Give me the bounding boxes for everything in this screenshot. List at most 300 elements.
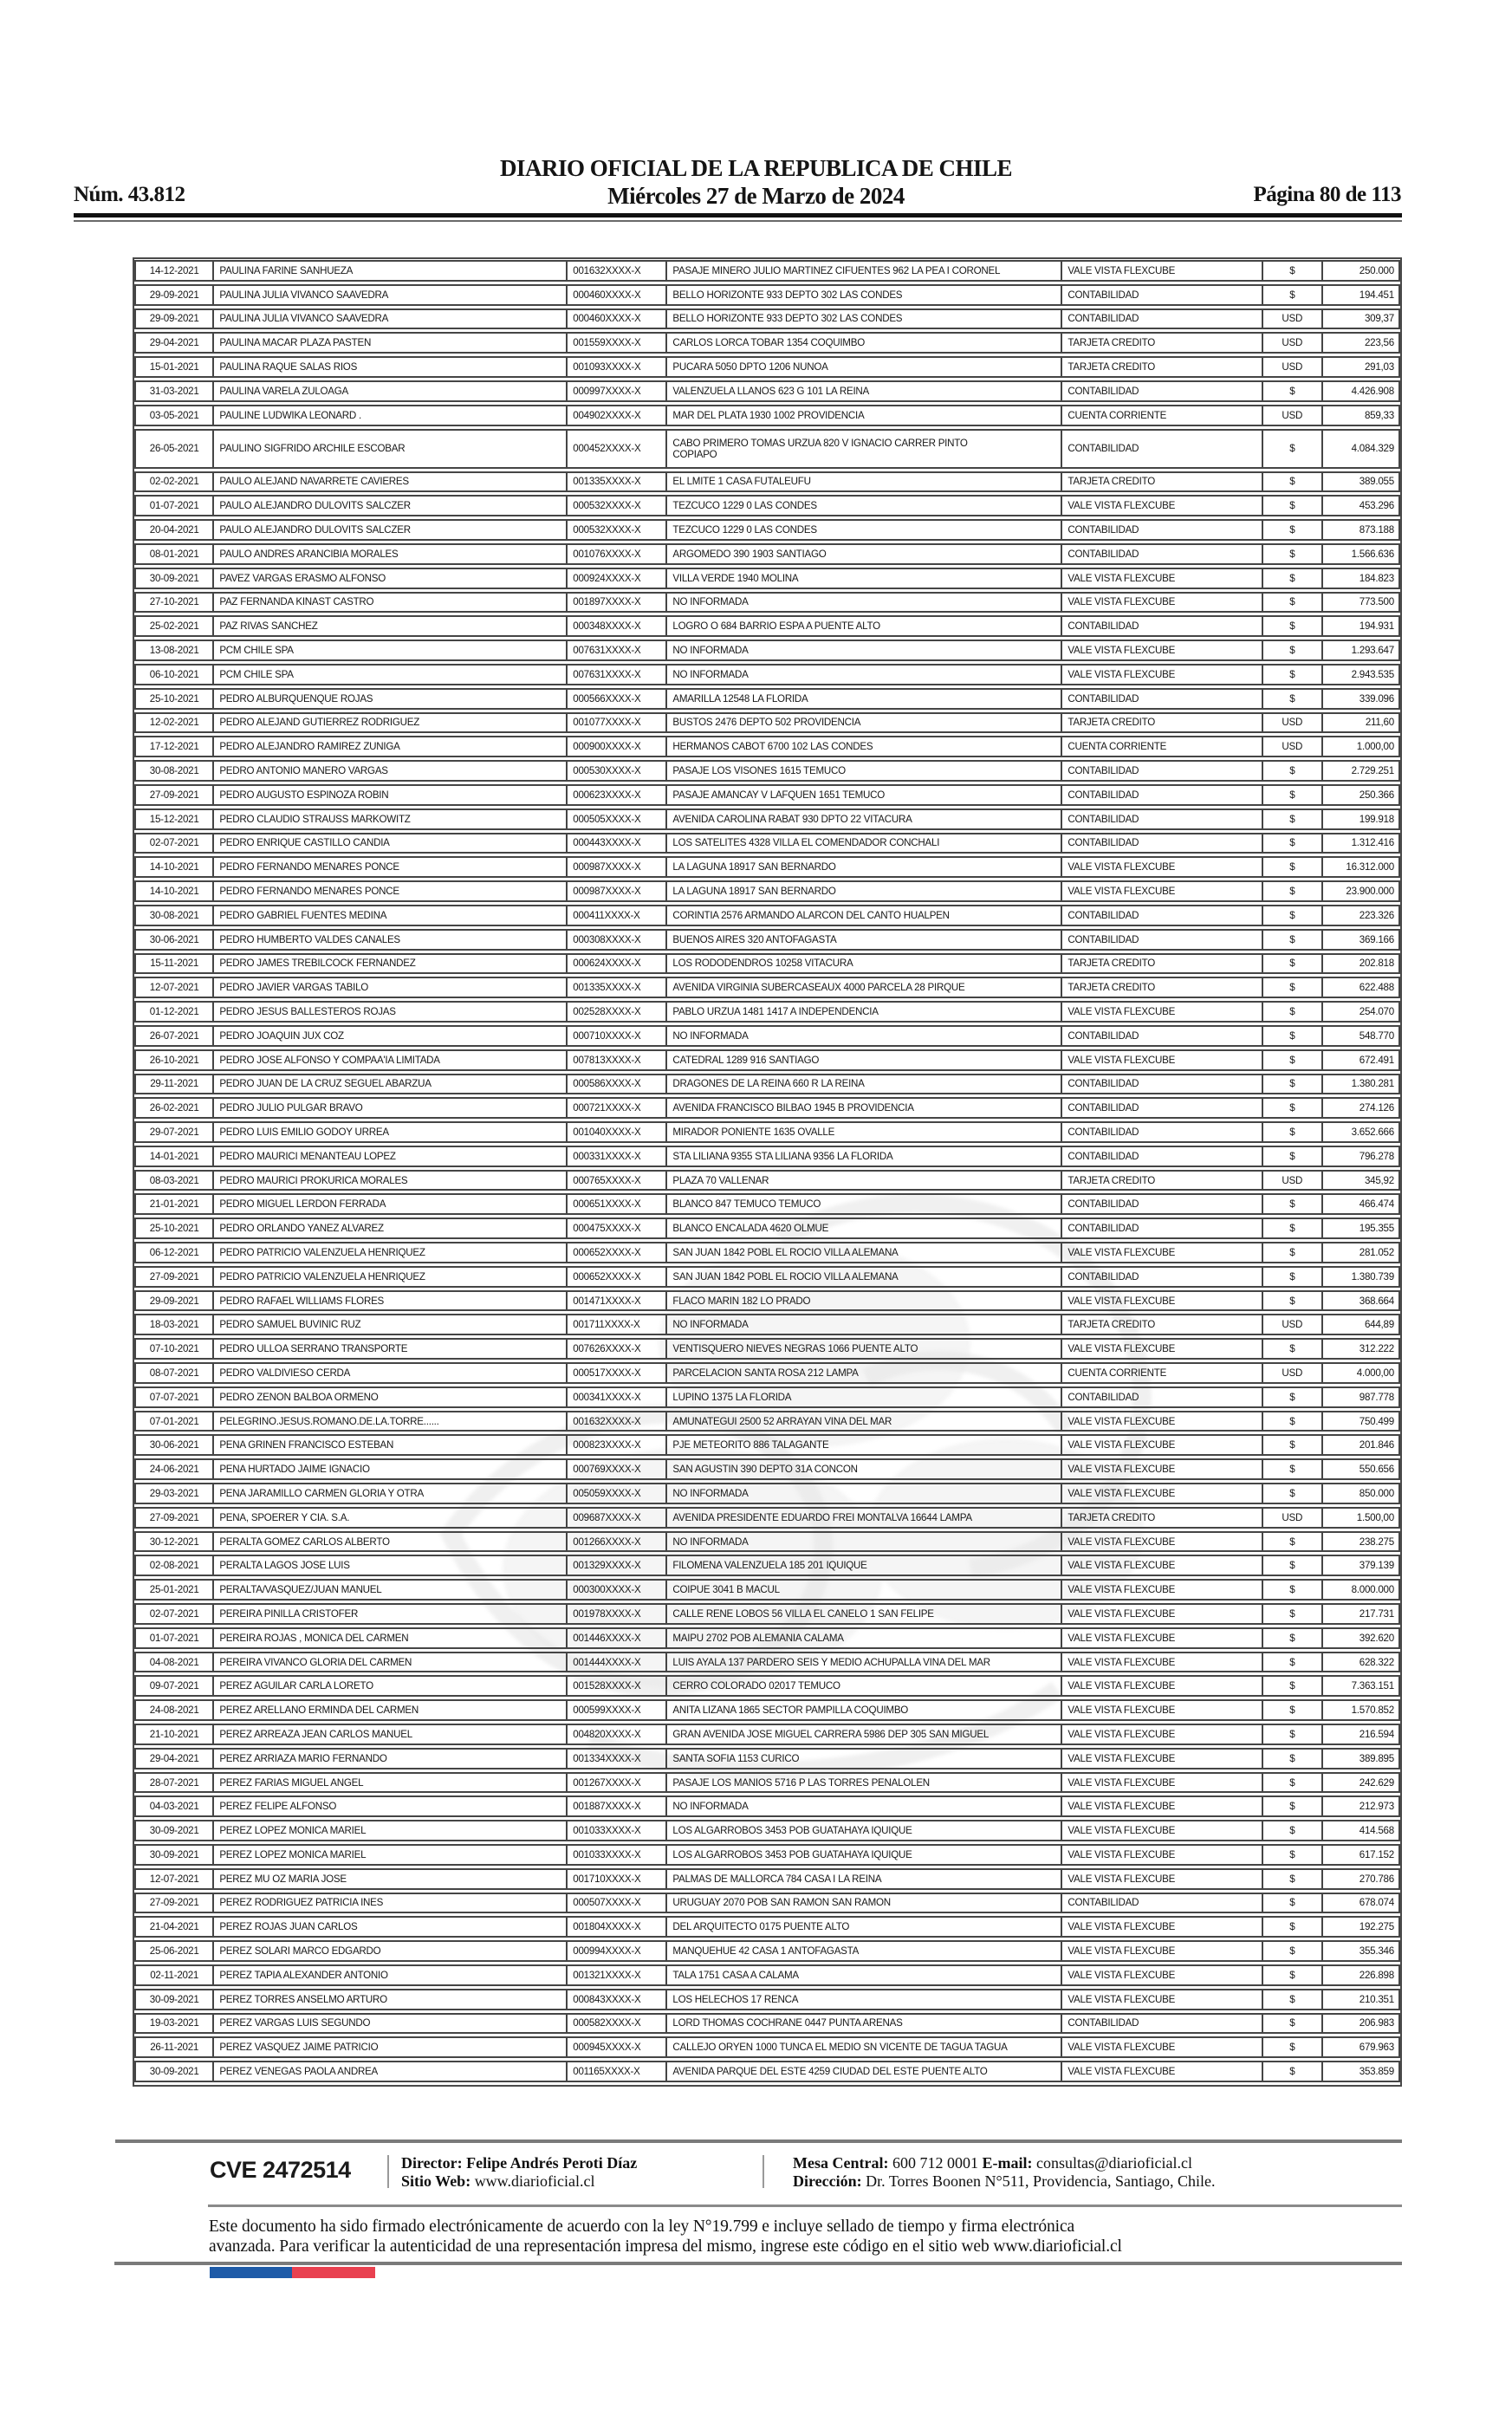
- cell-date: 29-04-2021: [136, 334, 214, 352]
- table-row: [134, 1314, 1400, 1335]
- table-row: [134, 1652, 1400, 1673]
- table-row: [134, 1579, 1400, 1601]
- flag-red-segment: [292, 2267, 375, 2278]
- table-row: [134, 1699, 1400, 1721]
- cell-currency: $: [1263, 1653, 1322, 1672]
- cell-currency: USD: [1263, 1315, 1322, 1334]
- cell-date: 20-04-2021: [136, 521, 214, 539]
- cell-name: PEREZ FELIPE ALFONSO: [214, 1797, 568, 1815]
- cell-payment-type: VALE VISTA FLEXCUBE: [1062, 1460, 1263, 1478]
- cell-name: PEREZ ROJAS JUAN CARLOS: [214, 1918, 568, 1936]
- cell-currency: $: [1263, 666, 1322, 684]
- cell-id: 007813XXXX-X: [568, 1051, 667, 1069]
- footer-bottom-divider: [114, 2262, 1402, 2265]
- cell-payment-type: VALE VISTA FLEXCUBE: [1062, 1942, 1263, 1960]
- cell-address: MAIPU 2702 POB ALEMANIA CALAMA: [667, 1629, 1062, 1647]
- cell-currency: $: [1263, 594, 1322, 612]
- cell-amount: 355.346: [1359, 1945, 1394, 1958]
- cell-currency: $: [1263, 1581, 1322, 1599]
- cell-amount: 4.426.908: [1351, 385, 1394, 397]
- cell-address: GRAN AVENIDA JOSE MIGUEL CARRERA 5986 DEP 305 SAN MIGUEL: [667, 1725, 1062, 1743]
- cell-id: 009687XXXX-X: [568, 1509, 667, 1527]
- cell-id: 001711XXXX-X: [568, 1315, 667, 1334]
- table-row: [134, 2061, 1400, 2082]
- cell-name: PEREZ VASQUEZ JAIME PATRICIO: [214, 2038, 568, 2056]
- cell-date: 25-10-2021: [136, 1219, 214, 1237]
- cve-code: CVE 2472514: [210, 2157, 351, 2183]
- legal-line-2: avanzada. Para verificar la autenticidad de una representación impresa del mismo, ingrese este código en el sitio web www.diarioficial.cl: [209, 2237, 1122, 2256]
- cell-id: 001033XXXX-X: [568, 1846, 667, 1864]
- table-row: [134, 1868, 1400, 1890]
- table-row: [134, 568, 1400, 589]
- cell-address: MIRADOR PONIENTE 1635 OVALLE: [667, 1123, 1062, 1141]
- cell-address: BLANCO ENCALADA 4620 OLMUE: [667, 1219, 1062, 1237]
- table-row: [134, 1266, 1400, 1288]
- cell-id: 007631XXXX-X: [568, 641, 667, 659]
- table-row: [134, 856, 1400, 878]
- website-line: [401, 2172, 637, 2191]
- cell-currency: $: [1263, 1268, 1322, 1286]
- cell-amount: 281.052: [1359, 1246, 1394, 1258]
- cell-currency: $: [1263, 955, 1322, 973]
- cell-name: PEDRO ALEJAND GUTIERREZ RODRIGUEZ: [214, 714, 568, 732]
- cell-address: NO INFORMADA: [667, 1027, 1062, 1045]
- cell-date: 07-01-2021: [136, 1412, 214, 1431]
- table-row: [134, 380, 1400, 402]
- table-row: [134, 736, 1400, 757]
- cell-amount: 192.275: [1359, 1921, 1394, 1933]
- footer-separator-bar: [387, 2155, 389, 2188]
- cell-id: 001471XXXX-X: [568, 1292, 667, 1310]
- address-line: [793, 2172, 1216, 2191]
- table-row: [134, 808, 1400, 830]
- email-link[interactable]: consultas@diarioficial.cl: [1032, 2154, 1192, 2172]
- cell-address: BUENOS AIRES 320 ANTOFAGASTA: [667, 931, 1062, 949]
- cell-id: 000532XXXX-X: [568, 521, 667, 539]
- cell-payment-type: VALE VISTA FLEXCUBE: [1062, 1797, 1263, 1815]
- cell-currency: $: [1263, 1870, 1322, 1888]
- table-row: [134, 615, 1400, 637]
- cell-currency: $: [1263, 1629, 1322, 1647]
- table-row: [134, 1795, 1400, 1817]
- cell-id: 000710XXXX-X: [568, 1027, 667, 1045]
- table-row: [134, 1964, 1400, 1986]
- cell-id: 001334XXXX-X: [568, 1750, 667, 1768]
- cell-address: NO INFORMADA: [667, 1315, 1062, 1334]
- cell-address: FILOMENA VALENZUELA 185 201 IQUIQUE: [667, 1556, 1062, 1575]
- cell-amount: 873.188: [1359, 524, 1394, 536]
- cell-address: TEZCUCO 1229 0 LAS CONDES: [667, 497, 1062, 515]
- cell-id: 000900XXXX-X: [568, 737, 667, 756]
- cell-payment-type: CONTABILIDAD: [1062, 1027, 1263, 1045]
- cell-amount: 270.786: [1359, 1873, 1394, 1885]
- cell-name: PEDRO PATRICIO VALENZUELA HENRIQUEZ: [214, 1268, 568, 1286]
- table-row: [134, 1772, 1400, 1794]
- cell-payment-type: CUENTA CORRIENTE: [1062, 737, 1263, 756]
- cell-amount: 1.566.636: [1351, 548, 1394, 560]
- footer-director-block: [401, 2154, 637, 2191]
- cell-address: CALLEJO ORYEN 1000 TUNCA EL MEDIO SN VICENTE DE TAGUA TAGUA: [667, 2038, 1062, 2056]
- table-row: [134, 1458, 1400, 1480]
- cell-name: PAULINA FARINE SANHUEZA: [214, 262, 568, 280]
- cell-date: 30-06-2021: [136, 931, 214, 949]
- cell-payment-type: VALE VISTA FLEXCUBE: [1062, 1051, 1263, 1069]
- table-row: [134, 1483, 1400, 1504]
- cell-amount: 223,56: [1364, 337, 1394, 349]
- cell-address: MAR DEL PLATA 1930 1002 PROVIDENCIA: [667, 406, 1062, 425]
- cell-id: 000924XXXX-X: [568, 569, 667, 588]
- cell-amount: 859,33: [1364, 409, 1394, 421]
- cell-amount: 309,37: [1364, 313, 1394, 325]
- cell-payment-type: VALE VISTA FLEXCUBE: [1062, 2038, 1263, 2056]
- cell-id: 000586XXXX-X: [568, 1075, 667, 1094]
- table-row: [134, 1074, 1400, 1095]
- cell-address: LOS ALGARROBOS 3453 POB GUATAHAYA IQUIQUE: [667, 1846, 1062, 1864]
- cell-date: 14-10-2021: [136, 882, 214, 900]
- cell-address: AVENIDA PRESIDENTE EDUARDO FREI MONTALVA 16644 LAMPA: [667, 1509, 1062, 1527]
- table-row: [134, 284, 1400, 306]
- cell-payment-type: VALE VISTA FLEXCUBE: [1062, 666, 1263, 684]
- cell-currency: $: [1263, 2038, 1322, 2056]
- cell-payment-type: VALE VISTA FLEXCUBE: [1062, 1774, 1263, 1792]
- table-row: [134, 1242, 1400, 1263]
- cell-name: PAVEZ VARGAS ERASMO ALFONSO: [214, 569, 568, 588]
- cell-amount: 353.859: [1359, 2066, 1394, 2078]
- cell-amount: 199.918: [1359, 813, 1394, 825]
- table-row: [134, 1434, 1400, 1456]
- cell-currency: USD: [1263, 334, 1322, 352]
- cell-date: 25-02-2021: [136, 617, 214, 635]
- cell-address: BELLO HORIZONTE 933 DEPTO 302 LAS CONDES: [667, 310, 1062, 328]
- cell-date: 21-10-2021: [136, 1725, 214, 1743]
- cell-amount: 679.963: [1359, 2042, 1394, 2054]
- cell-payment-type: TARJETA CREDITO: [1062, 1172, 1263, 1190]
- cell-name: PEDRO JOAQUIN JUX COZ: [214, 1027, 568, 1045]
- issue-number: Núm. 43.812: [74, 183, 185, 206]
- cell-id: 000823XXXX-X: [568, 1436, 667, 1454]
- cell-id: 000987XXXX-X: [568, 882, 667, 900]
- cell-payment-type: CONTABILIDAD: [1062, 1123, 1263, 1141]
- cell-payment-type: VALE VISTA FLEXCUBE: [1062, 1533, 1263, 1551]
- cell-currency: $: [1263, 1292, 1322, 1310]
- cell-amount: 195.355: [1359, 1223, 1394, 1235]
- cell-currency: $: [1263, 1123, 1322, 1141]
- cell-address: BELLO HORIZONTE 933 DEPTO 302 LAS CONDES: [667, 286, 1062, 304]
- cell-currency: $: [1263, 1484, 1322, 1503]
- cell-payment-type: CONTABILIDAD: [1062, 786, 1263, 804]
- cell-date: 26-02-2021: [136, 1099, 214, 1117]
- cell-payment-type: CONTABILIDAD: [1062, 1147, 1263, 1166]
- cell-currency: $: [1263, 617, 1322, 635]
- cell-currency: $: [1263, 1533, 1322, 1551]
- cell-date: 27-09-2021: [136, 1509, 214, 1527]
- cell-id: 000652XXXX-X: [568, 1243, 667, 1262]
- cell-date: 31-03-2021: [136, 382, 214, 400]
- cell-amount: 4.000,00: [1356, 1367, 1394, 1379]
- cell-id: 000460XXXX-X: [568, 286, 667, 304]
- cell-id: 000843XXXX-X: [568, 1990, 667, 2009]
- cell-address: SAN JUAN 1842 POBL EL ROCIO VILLA ALEMANA: [667, 1243, 1062, 1262]
- cell-payment-type: CUENTA CORRIENTE: [1062, 1364, 1263, 1382]
- cell-amount: 622.488: [1359, 982, 1394, 994]
- cell-payment-type: VALE VISTA FLEXCUBE: [1062, 1340, 1263, 1358]
- cell-name: PEDRO JESUS BALLESTEROS ROJAS: [214, 1003, 568, 1021]
- cell-address: PJE METEORITO 886 TALAGANTE: [667, 1436, 1062, 1454]
- cell-address: PASAJE LOS VISONES 1615 TEMUCO: [667, 762, 1062, 780]
- cell-date: 06-10-2021: [136, 666, 214, 684]
- cell-id: 005059XXXX-X: [568, 1484, 667, 1503]
- cell-id: 001040XXXX-X: [568, 1123, 667, 1141]
- cell-payment-type: CONTABILIDAD: [1062, 617, 1263, 635]
- cell-currency: $: [1263, 1846, 1322, 1864]
- cell-date: 25-10-2021: [136, 690, 214, 708]
- cell-payment-type: VALE VISTA FLEXCUBE: [1062, 569, 1263, 588]
- cell-id: 000341XXXX-X: [568, 1388, 667, 1406]
- cell-date: 30-09-2021: [136, 2062, 214, 2081]
- cell-payment-type: CONTABILIDAD: [1062, 1894, 1263, 1912]
- cell-id: 001077XXXX-X: [568, 714, 667, 732]
- table-row: [134, 1555, 1400, 1576]
- cell-currency: $: [1263, 1750, 1322, 1768]
- cell-payment-type: CONTABILIDAD: [1062, 1075, 1263, 1094]
- cell-name: PEDRO CLAUDIO STRAUSS MARKOWITZ: [214, 810, 568, 828]
- cell-name: PEDRO JULIO PULGAR BRAVO: [214, 1099, 568, 1117]
- cell-name: PAULINE LUDWIKA LEONARD .: [214, 406, 568, 425]
- cell-date: 04-03-2021: [136, 1797, 214, 1815]
- address-value: Dr. Torres Boonen N°511, Providencia, Santiago, Chile.: [861, 2172, 1216, 2190]
- cell-currency: $: [1263, 834, 1322, 853]
- cell-address: LA LAGUNA 18917 SAN BERNARDO: [667, 858, 1062, 876]
- cell-amount: 201.846: [1359, 1439, 1394, 1451]
- table-row: [134, 977, 1400, 998]
- cell-name: PEDRO PATRICIO VALENZUELA HENRIQUEZ: [214, 1243, 568, 1262]
- cell-payment-type: CONTABILIDAD: [1062, 1195, 1263, 1213]
- cell-payment-type: CONTABILIDAD: [1062, 810, 1263, 828]
- cell-name: PENA HURTADO JAIME IGNACIO: [214, 1460, 568, 1478]
- cell-address: CORINTIA 2576 ARMANDO ALARCON DEL CANTO HUALPEN: [667, 906, 1062, 925]
- cell-name: PAULINO SIGFRIDO ARCHILE ESCOBAR: [214, 431, 568, 467]
- cell-id: 000411XXXX-X: [568, 906, 667, 925]
- cell-date: 15-11-2021: [136, 955, 214, 973]
- cell-address: PLAZA 70 VALLENAR: [667, 1172, 1062, 1190]
- cell-currency: $: [1263, 1990, 1322, 2009]
- cell-address: LOS RODODENDROS 10258 VITACURA: [667, 955, 1062, 973]
- cell-date: 21-04-2021: [136, 1918, 214, 1936]
- cell-id: 000652XXXX-X: [568, 1268, 667, 1286]
- cell-amount: 389.895: [1359, 1752, 1394, 1764]
- table-row: [134, 1844, 1400, 1866]
- cell-date: 09-07-2021: [136, 1677, 214, 1695]
- cell-payment-type: VALE VISTA FLEXCUBE: [1062, 641, 1263, 659]
- cell-name: PEREZ AGUILAR CARLA LORETO: [214, 1677, 568, 1695]
- table-row: [134, 1916, 1400, 1938]
- table-row: [134, 1748, 1400, 1769]
- cell-id: 001897XXXX-X: [568, 594, 667, 612]
- table-row: [134, 1170, 1400, 1192]
- cell-amount: 250.000: [1359, 264, 1394, 276]
- cell-date: 08-03-2021: [136, 1172, 214, 1190]
- cell-payment-type: VALE VISTA FLEXCUBE: [1062, 1003, 1263, 1021]
- cell-name: PEREIRA PINILLA CRISTOFER: [214, 1605, 568, 1623]
- table-row: [134, 929, 1400, 951]
- table-row: [134, 1121, 1400, 1143]
- cell-currency: $: [1263, 1027, 1322, 1045]
- cell-date: 29-09-2021: [136, 286, 214, 304]
- footer-separator-bar: [762, 2155, 764, 2188]
- cell-name: PCM CHILE SPA: [214, 641, 568, 659]
- cell-name: PEREZ MU OZ MARIA JOSE: [214, 1870, 568, 1888]
- cell-date: 04-08-2021: [136, 1653, 214, 1672]
- cell-date: 08-01-2021: [136, 545, 214, 563]
- cell-currency: USD: [1263, 714, 1322, 732]
- cell-payment-type: TARJETA CREDITO: [1062, 358, 1263, 376]
- cell-name: PEREZ SOLARI MARCO EDGARDO: [214, 1942, 568, 1960]
- cell-name: PERALTA/VASQUEZ/JUAN MANUEL: [214, 1581, 568, 1599]
- address-label: Dirección:: [793, 2172, 862, 2190]
- cell-payment-type: VALE VISTA FLEXCUBE: [1062, 497, 1263, 515]
- cell-amount: 194.931: [1359, 620, 1394, 633]
- cell-address: SAN JUAN 1842 POBL EL ROCIO VILLA ALEMANA: [667, 1268, 1062, 1286]
- page-title: DIARIO OFICIAL DE LA REPUBLICA DE CHILE: [499, 155, 1013, 181]
- cell-date: 24-08-2021: [136, 1701, 214, 1719]
- table-row: [134, 1193, 1400, 1215]
- cell-date: 03-05-2021: [136, 406, 214, 425]
- cell-payment-type: CONTABILIDAD: [1062, 431, 1263, 467]
- flag-blue-segment: [210, 2267, 292, 2278]
- cell-name: PEDRO MIGUEL LERDON FERRADA: [214, 1195, 568, 1213]
- cell-name: PERALTA GOMEZ CARLOS ALBERTO: [214, 1533, 568, 1551]
- cell-amount: 184.823: [1359, 572, 1394, 584]
- cell-name: PEREIRA ROJAS , MONICA DEL CARMEN: [214, 1629, 568, 1647]
- cell-date: 12-07-2021: [136, 1870, 214, 1888]
- cell-address: ARGOMEDO 390 1903 SANTIAGO: [667, 545, 1062, 563]
- cell-payment-type: VALE VISTA FLEXCUBE: [1062, 1677, 1263, 1695]
- cell-payment-type: CUENTA CORRIENTE: [1062, 406, 1263, 425]
- cell-payment-type: VALE VISTA FLEXCUBE: [1062, 1292, 1263, 1310]
- cell-amount: 369.166: [1359, 933, 1394, 945]
- chile-flag-bar: [210, 2267, 375, 2278]
- cell-id: 000721XXXX-X: [568, 1099, 667, 1117]
- cell-currency: $: [1263, 1894, 1322, 1912]
- cell-currency: $: [1263, 1677, 1322, 1695]
- cell-date: 02-11-2021: [136, 1966, 214, 1984]
- cell-address: BLANCO 847 TEMUCO TEMUCO: [667, 1195, 1062, 1213]
- cell-currency: $: [1263, 473, 1322, 491]
- cell-date: 30-09-2021: [136, 1846, 214, 1864]
- cell-address: AVENIDA CAROLINA RABAT 930 DPTO 22 VITACURA: [667, 810, 1062, 828]
- cell-name: PAULINA MACAR PLAZA PASTEN: [214, 334, 568, 352]
- table-row: [134, 332, 1400, 354]
- cell-address: LOGRO O 684 BARRIO ESPA A PUENTE ALTO: [667, 617, 1062, 635]
- cell-currency: $: [1263, 1605, 1322, 1623]
- website-link[interactable]: www.diarioficial.cl: [470, 2172, 595, 2190]
- cell-address: DRAGONES DE LA REINA 660 R LA REINA: [667, 1075, 1062, 1094]
- cell-id: 001329XXXX-X: [568, 1556, 667, 1575]
- cell-currency: $: [1263, 497, 1322, 515]
- contact-line: [793, 2154, 1216, 2172]
- cell-payment-type: VALE VISTA FLEXCUBE: [1062, 1846, 1263, 1864]
- cell-id: 000331XXXX-X: [568, 1147, 667, 1166]
- cell-currency: $: [1263, 1243, 1322, 1262]
- cell-amount: 453.296: [1359, 500, 1394, 512]
- cell-id: 000987XXXX-X: [568, 858, 667, 876]
- cell-amount: 16.312.000: [1346, 861, 1394, 873]
- cell-address: AVENIDA FRANCISCO BILBAO 1945 B PROVIDENCIA: [667, 1099, 1062, 1117]
- cell-date: 14-01-2021: [136, 1147, 214, 1166]
- cell-address: NO INFORMADA: [667, 1797, 1062, 1815]
- cell-payment-type: CONTABILIDAD: [1062, 310, 1263, 328]
- cell-payment-type: TARJETA CREDITO: [1062, 955, 1263, 973]
- cell-amount: 211,60: [1365, 717, 1394, 729]
- cell-name: PEDRO ZENON BALBOA ORMENO: [214, 1388, 568, 1406]
- cell-currency: USD: [1263, 737, 1322, 756]
- cell-currency: $: [1263, 1942, 1322, 1960]
- cell-currency: $: [1263, 545, 1322, 563]
- cell-id: 001632XXXX-X: [568, 262, 667, 280]
- cell-id: 001335XXXX-X: [568, 473, 667, 491]
- cell-address: VILLA VERDE 1940 MOLINA: [667, 569, 1062, 588]
- table-row: [134, 1362, 1400, 1384]
- cell-date: 14-12-2021: [136, 262, 214, 280]
- cell-name: PEDRO SAMUEL BUVINIC RUZ: [214, 1315, 568, 1334]
- cell-amount: 242.629: [1359, 1776, 1394, 1789]
- cell-amount: 678.074: [1359, 1897, 1394, 1909]
- cell-address: LOS HELECHOS 17 RENCA: [667, 1990, 1062, 2009]
- cell-amount: 254.070: [1359, 1006, 1394, 1017]
- cell-address: MANQUEHUE 42 CASA 1 ANTOFAGASTA: [667, 1942, 1062, 1960]
- cell-name: PEDRO ENRIQUE CASTILLO CANDIA: [214, 834, 568, 853]
- cell-currency: $: [1263, 882, 1322, 900]
- cell-date: 19-03-2021: [136, 2015, 214, 2033]
- cell-date: 15-12-2021: [136, 810, 214, 828]
- cell-address: FLACO MARIN 182 LO PRADO: [667, 1292, 1062, 1310]
- cell-address: PABLO URZUA 1481 1417 A INDEPENDENCIA: [667, 1003, 1062, 1021]
- cell-address: LUIS AYALA 137 PARDERO SEIS Y MEDIO ACHUPALLA VINA DEL MAR: [667, 1653, 1062, 1672]
- cell-name: PAULINA RAQUE SALAS RIOS: [214, 358, 568, 376]
- cell-currency: $: [1263, 1821, 1322, 1840]
- cell-id: 000443XXXX-X: [568, 834, 667, 853]
- cell-currency: $: [1263, 1797, 1322, 1815]
- cell-payment-type: CONTABILIDAD: [1062, 1099, 1263, 1117]
- cell-date: 29-07-2021: [136, 1123, 214, 1141]
- cell-currency: $: [1263, 1340, 1322, 1358]
- cell-name: PEDRO FERNANDO MENARES PONCE: [214, 858, 568, 876]
- table-row: [134, 1025, 1400, 1047]
- cell-date: 30-08-2021: [136, 906, 214, 925]
- cell-id: 000945XXXX-X: [568, 2038, 667, 2056]
- cell-name: PEDRO ANTONIO MANERO VARGAS: [214, 762, 568, 780]
- table-row: [134, 543, 1400, 565]
- director-value: Felipe Andrés Peroti Díaz: [462, 2154, 638, 2172]
- cell-currency: $: [1263, 1099, 1322, 1117]
- cell-id: 000997XXXX-X: [568, 382, 667, 400]
- director-label: Director:: [401, 2154, 463, 2172]
- cell-date: 30-09-2021: [136, 569, 214, 588]
- cell-name: PCM CHILE SPA: [214, 666, 568, 684]
- cell-currency: $: [1263, 1918, 1322, 1936]
- cell-address: PUCARA 5050 DPTO 1206 NUNOA: [667, 358, 1062, 376]
- cell-id: 001165XXXX-X: [568, 2062, 667, 2081]
- cell-date: 01-12-2021: [136, 1003, 214, 1021]
- cell-address: SANTA SOFIA 1153 CURICO: [667, 1750, 1062, 1768]
- cell-name: PEDRO ALBURQUENQUE ROJAS: [214, 690, 568, 708]
- cell-address: URUGUAY 2070 POB SAN RAMON SAN RAMON: [667, 1894, 1062, 1912]
- cell-date: 15-01-2021: [136, 358, 214, 376]
- cell-currency: $: [1263, 262, 1322, 280]
- cell-address: SAN AGUSTIN 390 DEPTO 31A CONCON: [667, 1460, 1062, 1478]
- cell-name: PEREZ LOPEZ MONICA MARIEL: [214, 1846, 568, 1864]
- legal-line-1: Este documento ha sido firmado electrónicamente de acuerdo con la ley N°19.799 e incluye sellado de tiempo y firma electrónica: [209, 2217, 1075, 2236]
